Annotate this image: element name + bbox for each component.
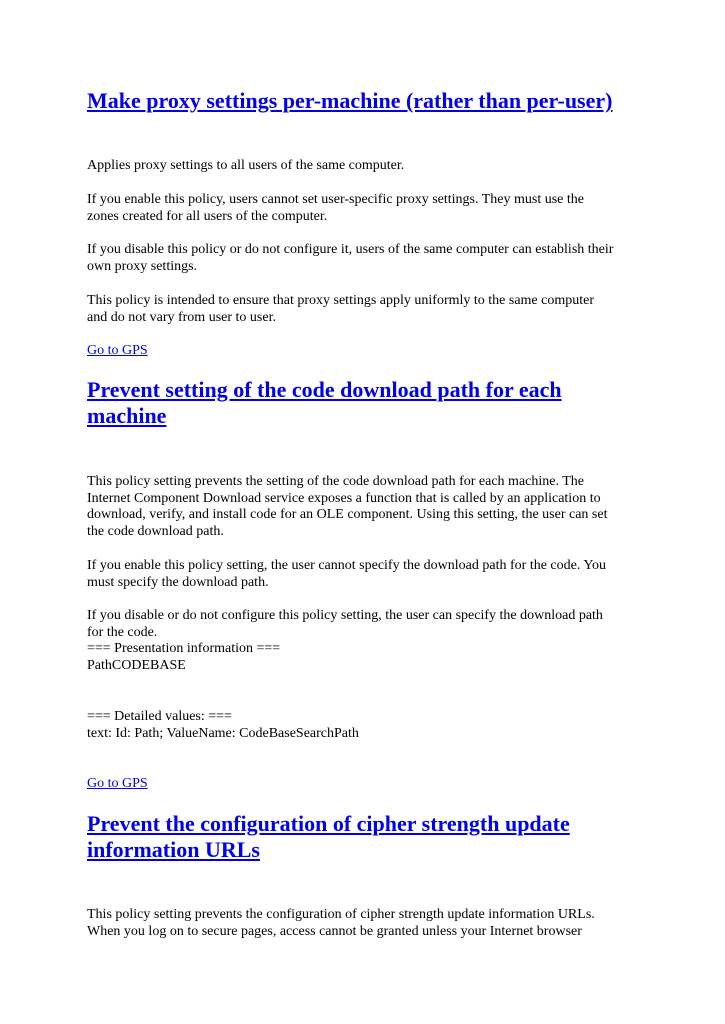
text-line: If you enable this policy setting, the user cannot specify the download path for the code. You — [87, 558, 607, 573]
paragraph — [87, 158, 647, 175]
text-line: If you disable this policy or do not configure it, users of the same computer can establish their — [87, 242, 614, 257]
text-line: and do not vary from user to user. — [87, 309, 276, 325]
text-line: zones created for all users of the computer. — [87, 208, 328, 224]
text-line: Internet Component Download service exposes a function that is called by an application to — [87, 490, 601, 506]
text-line: This policy is intended to ensure that proxy settings apply uniformly to the same computer — [87, 293, 595, 308]
paragraph — [87, 293, 647, 326]
heading-line[interactable]: Prevent the configuration of cipher strength update — [87, 811, 570, 836]
section-heading-cipher-strength[interactable] — [87, 811, 570, 863]
paragraph — [87, 558, 647, 591]
text-line: for the code. — [87, 624, 158, 640]
heading-line[interactable]: Prevent setting of the code download path for each — [87, 377, 562, 402]
text-line: own proxy settings. — [87, 258, 198, 274]
text-line: Applies proxy settings to all users of the same computer. — [87, 158, 405, 173]
paragraph — [87, 192, 647, 225]
section-heading-proxy-per-machine[interactable]: Make proxy settings per-machine (rather than per-user) — [87, 88, 613, 113]
heading-line[interactable]: machine — [87, 403, 167, 428]
section-heading-code-download-path[interactable] — [87, 377, 562, 429]
text-line: This policy setting prevents the setting of the code download path for each machine. The — [87, 474, 584, 489]
paragraph — [87, 242, 647, 275]
text-line: This policy setting prevents the configuration of cipher strength update information URLs. — [87, 907, 595, 922]
text-line: the code download path. — [87, 523, 224, 539]
heading-line[interactable]: information URLs — [87, 837, 260, 862]
paragraph — [87, 474, 647, 540]
text-line: If you enable this policy, users cannot set user-specific proxy settings. They must use the — [87, 192, 584, 207]
go-to-gps-link[interactable]: Go to GPS — [87, 343, 148, 358]
text-line: download, verify, and install code for an OLE component. Using this setting, the user can set — [87, 507, 608, 522]
text-line: text: Id: Path; ValueName: CodeBaseSearchPath — [87, 725, 359, 741]
text-line: PathCODEBASE — [87, 657, 186, 673]
text-line: === Presentation information === — [87, 641, 281, 656]
paragraph — [87, 907, 647, 940]
text-line: When you log on to secure pages, access cannot be granted unless your Internet browser — [87, 923, 582, 939]
paragraph — [87, 608, 647, 674]
go-to-gps-link[interactable]: Go to GPS — [87, 776, 148, 791]
text-line: === Detailed values: === — [87, 709, 232, 724]
text-line: If you disable or do not configure this policy setting, the user can specify the download path — [87, 608, 603, 623]
detailed-values — [87, 709, 647, 742]
text-line: must specify the download path. — [87, 574, 269, 590]
